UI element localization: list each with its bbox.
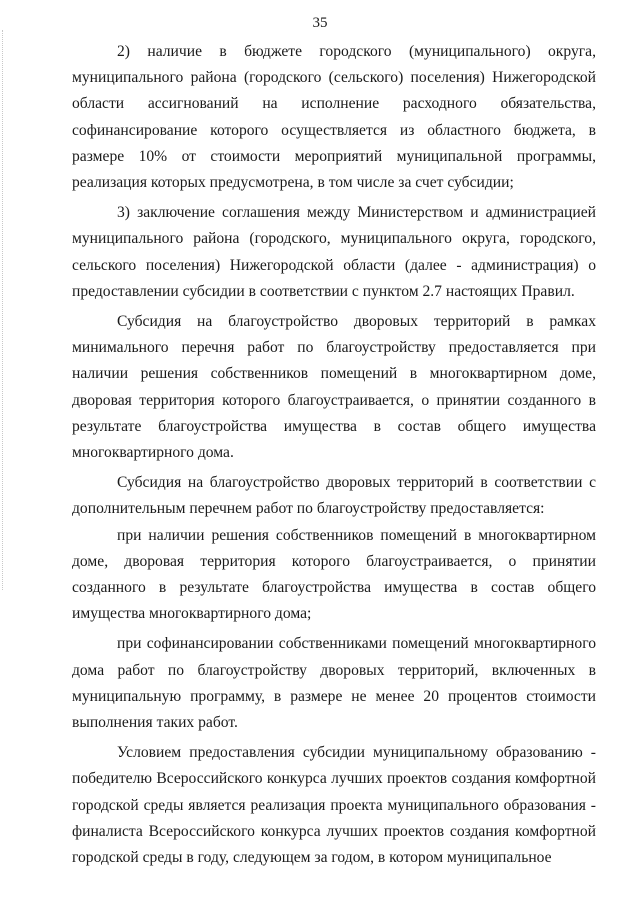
- document-body: [72, 39, 596, 871]
- paragraph-item-2: 2) наличие в бюджете городского (муниципального) округа, муниципального района (городского (сельского) поселения) Нижегородской области ассигнований на исполнение расходного обязательства, софинансирование которого осуществляется из областного бюджета, в размере 10% от стоимости мероприятий муниципальной программы, реализация которых предусмотрена, в том числе за счет субсидии;: [72, 43, 596, 192]
- paragraph-item-3: 3) заключение соглашения между Министерством и администрацией муниципального района (городского, муниципального округа, городского, сельского поселения) Нижегородской области (далее - администрация) о предоставлении субсидии в соответствии с пунктом 2.7 настоящих Правил.: [72, 204, 596, 300]
- paragraph-condition-owners-decision: при наличии решения собственников помещений в многоквартирном доме, дворовая территория которого благоустраивается, о принятии созданного в результате благоустройства имущества в состав общего имущества многоквартирного дома;: [72, 526, 596, 623]
- paragraph-subsidy-additional-list: Субсидия на благоустройство дворовых территорий в соответствии с дополнительным перечнем работ по благоустройству предоставляется:: [72, 474, 596, 518]
- paragraph-contest-winner-condition: Условием предоставления субсидии муниципальному образованию - победителю Всероссийского конкурса лучших проектов создания комфортной городской среды является реализация проекта муниципального образования - финалиста Всероссийского конкурса лучших проектов создания комфортной городской среды в году, следующем за годом, в котором муниципальное: [72, 744, 596, 867]
- paragraph-subsidy-minimal-list: Субсидия на благоустройство дворовых территорий в рамках минимального перечня работ по благоустройству предоставляется при наличии решения собственников помещений в многоквартирном доме, дворовая территория которого благоустраивается, о принятии созданного в результате благоустройства имущества в состав общего имущества многоквартирного дома.: [72, 313, 596, 462]
- page-number: 35: [312, 15, 328, 31]
- scan-edge-marks: [2, 30, 7, 590]
- paragraph-condition-cofinancing: при софинансировании собственниками помещений многоквартирного дома работ по благоустройству дворовых территорий, включенных в муниципальную программу, в размере не менее 20 процентов стоимости выполнения таких работ.: [72, 635, 596, 732]
